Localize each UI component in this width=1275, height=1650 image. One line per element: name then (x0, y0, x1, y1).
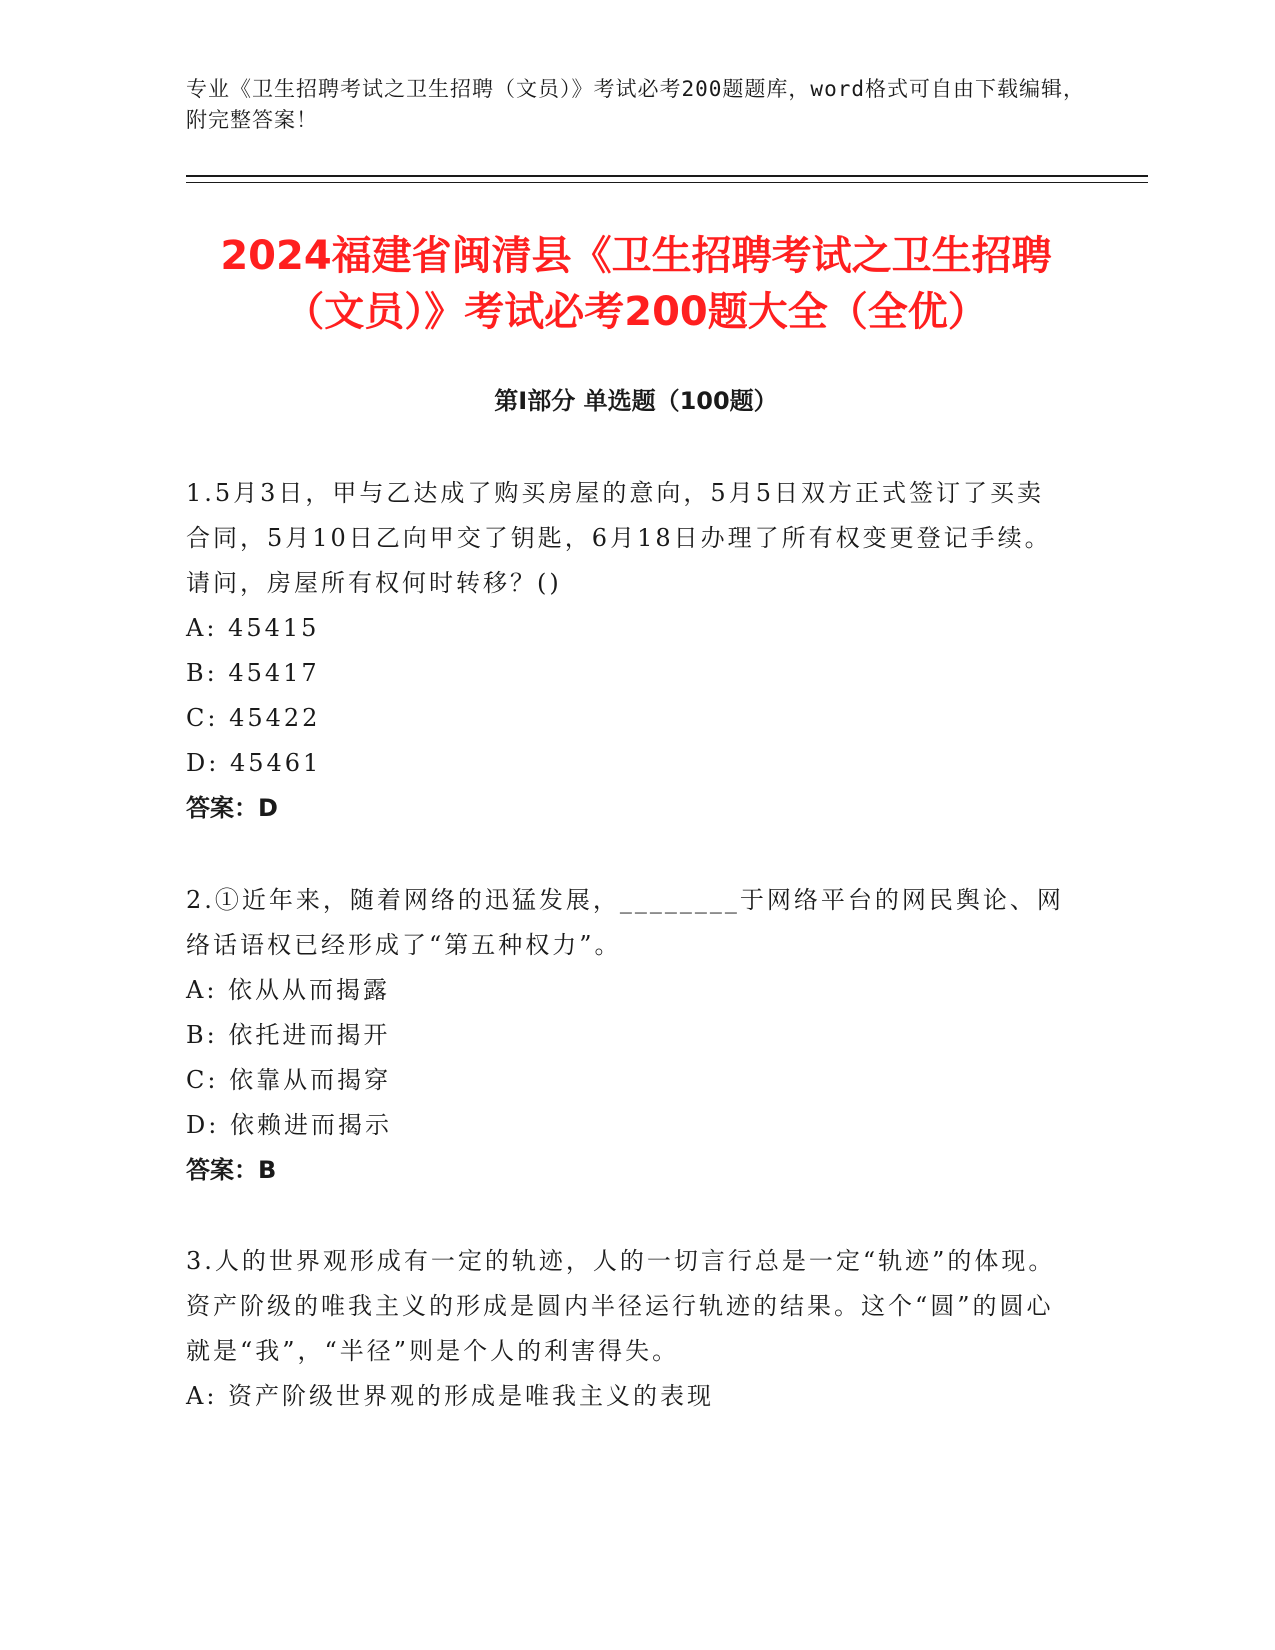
option-b: B: 45417 (186, 659, 320, 687)
option-a: A: 依从从而揭露 (186, 976, 391, 1004)
question-stem: 1.5月3日，甲与乙达成了购买房屋的意向，5月5日双方正式签订了买卖合同，5月10日乙向甲交了钥匙，6月18日办理了所有权变更登记手续。请问，房屋所有权何时转移？() (186, 479, 1052, 597)
section-title: 第I部分 单选题（100题） (494, 387, 778, 415)
answer-line: 答案：D (186, 794, 278, 822)
option-a: A: 资产阶级世界观的形成是唯我主义的表现 (186, 1382, 715, 1410)
option-a: A: 45415 (186, 614, 320, 642)
header-note: 专业《卫生招聘考试之卫生招聘（文员）》考试必考200题题库，word格式可自由下载编辑，附完整答案！ (186, 77, 1085, 132)
header-rule-thin (186, 182, 1148, 183)
header-rule-thick (186, 175, 1148, 177)
document-title: 2024福建省闽清县《卫生招聘考试之卫生招聘（文员）》考试必考200题大全（全优） (220, 233, 1052, 335)
question-stem: 3.人的世界观形成有一定的轨迹，人的一切言行总是一定“轨迹”的体现。资产阶级的唯我主义的形成是圆内半径运行轨迹的结果。这个“圆”的圆心就是“我”，“半径”则是个人的利害得失。 (186, 1247, 1056, 1365)
question-block (186, 471, 1066, 831)
question-block (186, 878, 1066, 1193)
option-c: C: 45422 (186, 704, 321, 732)
option-b: B: 依托进而揭开 (186, 1021, 391, 1049)
question-block (186, 1239, 1066, 1419)
question-stem: 2.①近年来，随着网络的迅猛发展，________于网络平台的网民舆论、网络话语权已经形成了“第五种权力”。 (186, 886, 1064, 959)
answer-line: 答案：B (186, 1156, 277, 1184)
option-d: D: 依赖进而揭示 (186, 1111, 392, 1139)
option-d: D: 45461 (186, 749, 322, 777)
option-c: C: 依靠从而揭穿 (186, 1066, 392, 1094)
